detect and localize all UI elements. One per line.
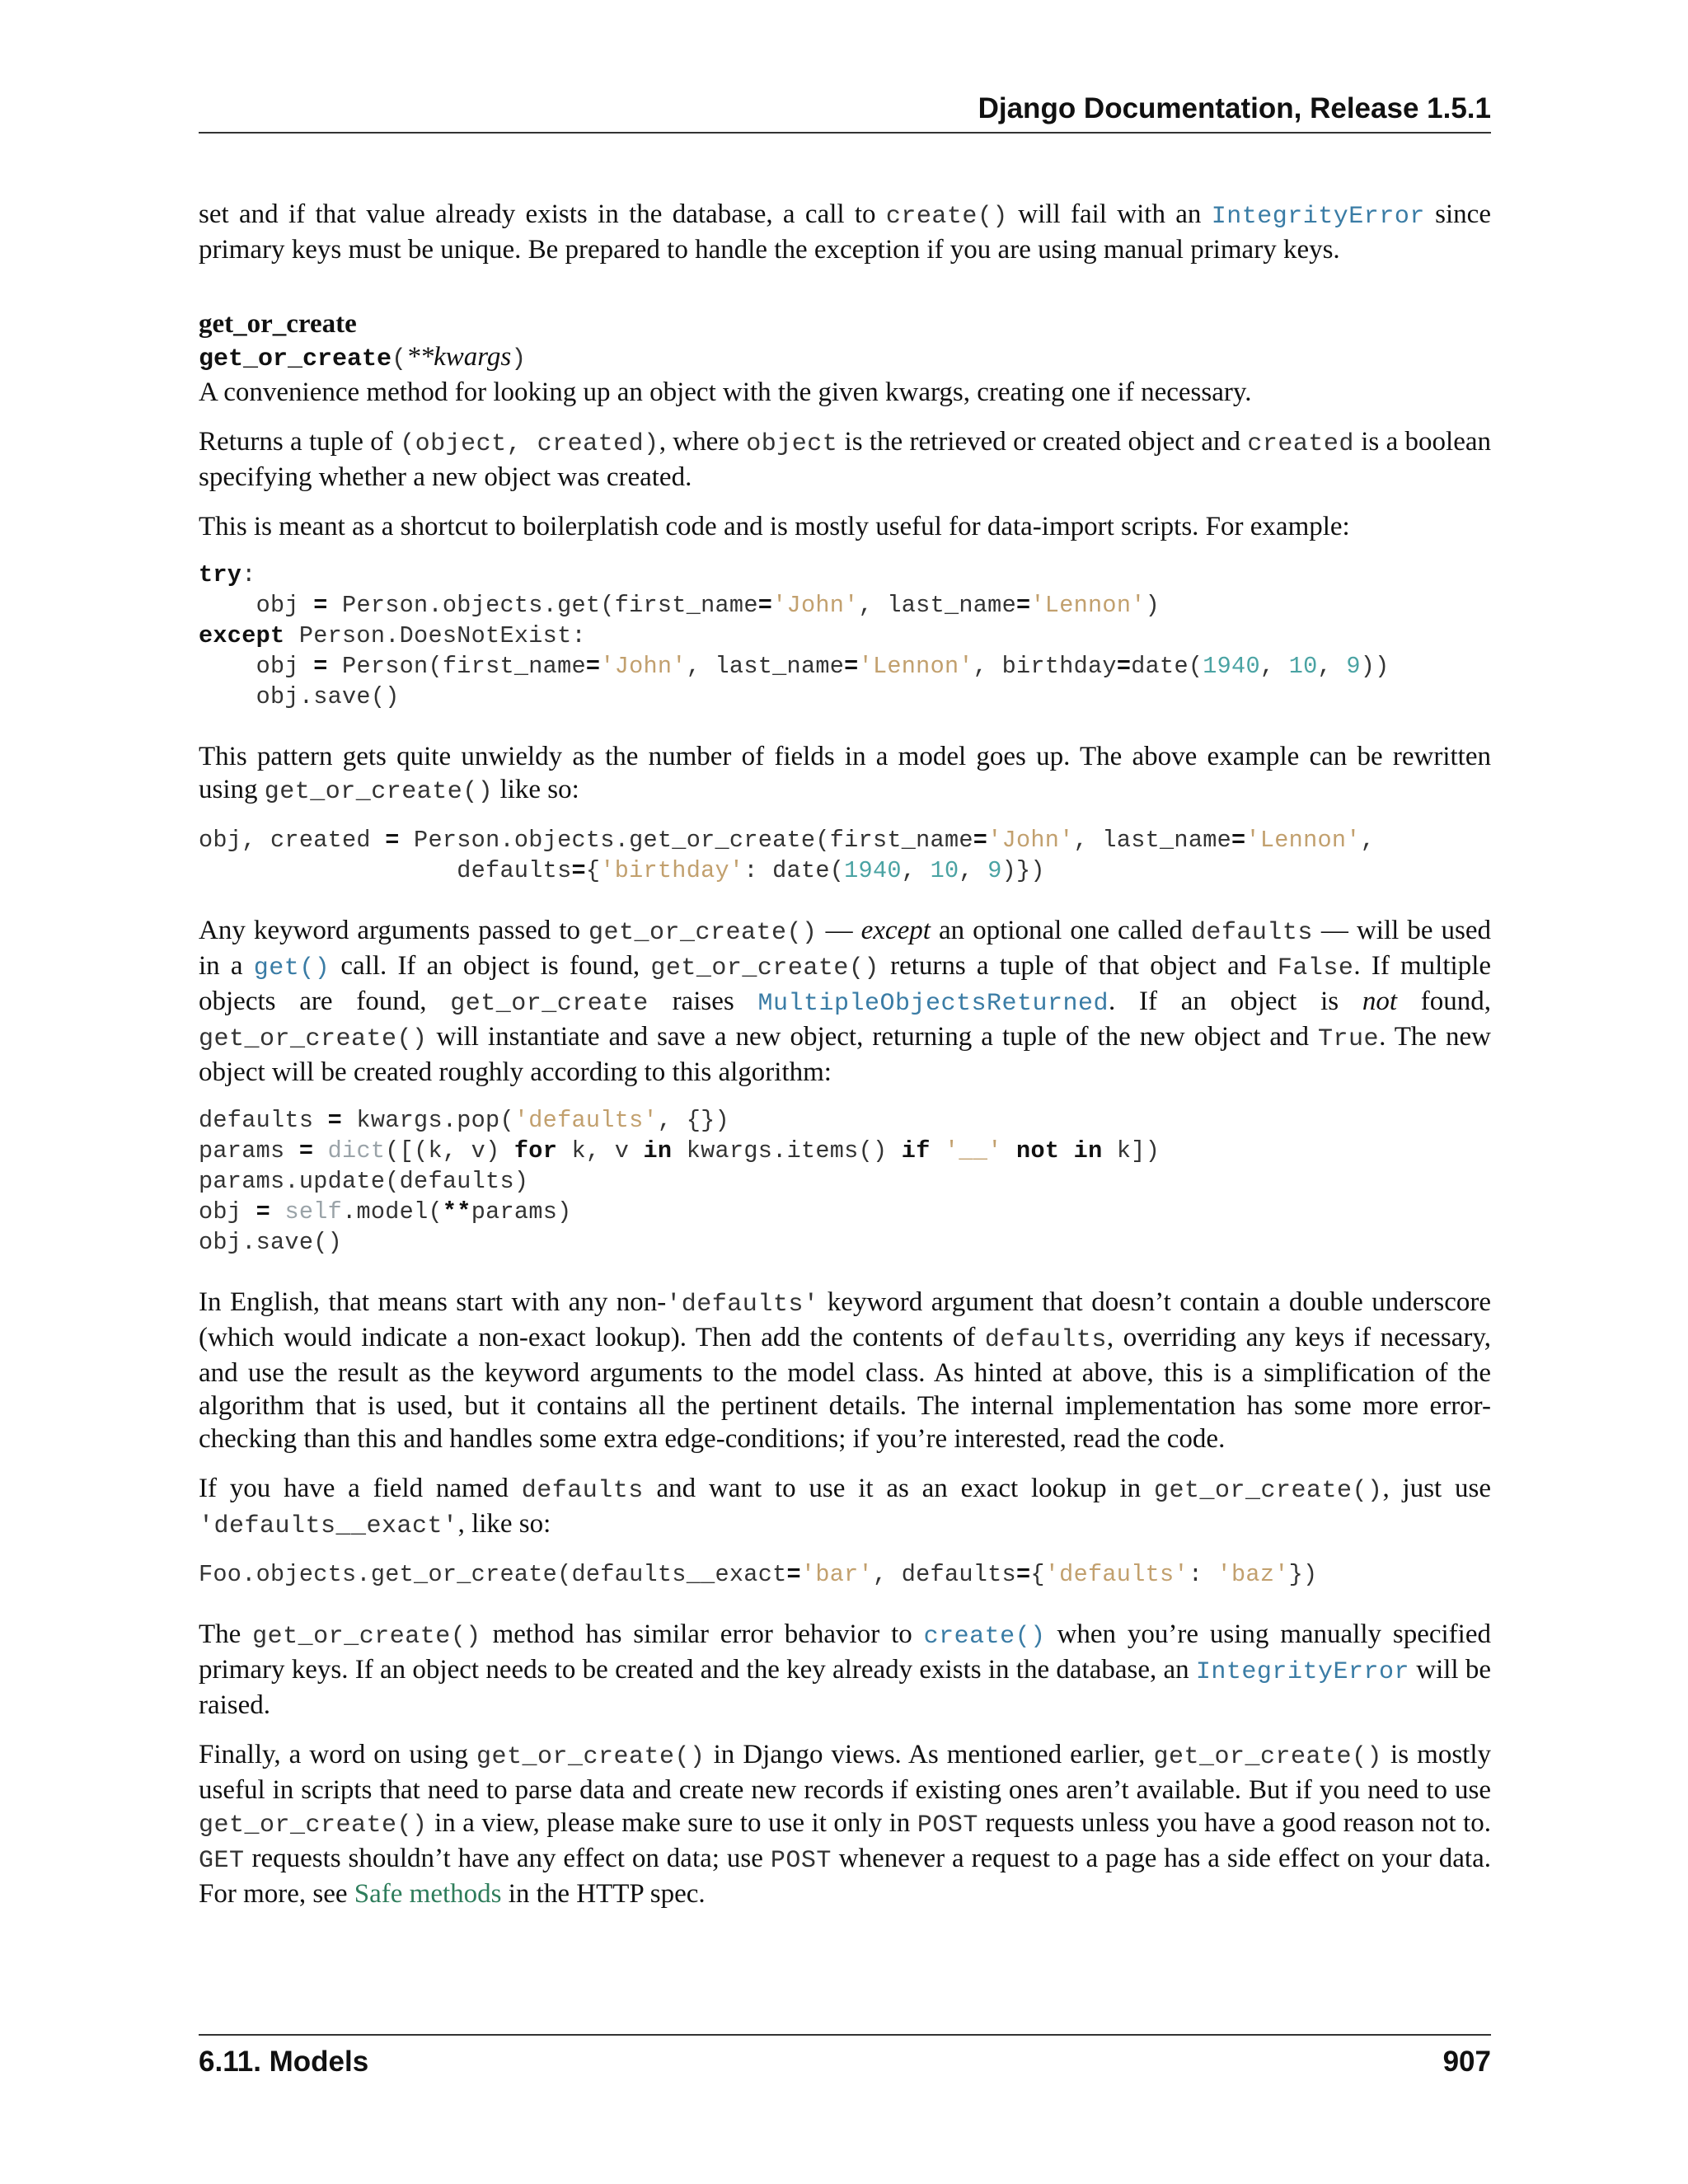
- code-token: defaults: [199, 1107, 328, 1134]
- code-token: :: [241, 561, 256, 588]
- code-token: params): [471, 1198, 572, 1226]
- text: Returns a tuple of: [199, 427, 401, 457]
- text: returns a tuple of that object and: [879, 951, 1278, 981]
- text: . If an object is: [1109, 987, 1362, 1016]
- code-token: , {}): [657, 1107, 729, 1134]
- text: Finally, a word on using: [199, 1740, 476, 1769]
- code-token: 'John': [600, 653, 687, 680]
- text: keyword argument that doesn’t contain a double underscore (which would indicate a non-exact lookup). Then add the contents of: [199, 1287, 1491, 1352]
- page-body: [199, 198, 1491, 1927]
- code-token: 1940: [1203, 653, 1260, 680]
- code-token: )}): [1001, 857, 1045, 884]
- method-signature: [199, 340, 1491, 376]
- text: —: [817, 916, 861, 945]
- text: will fail with an: [1007, 199, 1212, 229]
- code-block: [199, 1559, 1491, 1590]
- code-token: =: [313, 653, 328, 680]
- code-token: in: [643, 1137, 673, 1165]
- code-token: =: [786, 1561, 801, 1588]
- code-token: )): [1360, 653, 1390, 680]
- code-token: dict: [327, 1137, 386, 1165]
- code-token: if: [901, 1137, 931, 1165]
- code-token: [1059, 1137, 1073, 1165]
- integrityerror-link[interactable]: IntegrityError: [1211, 203, 1425, 231]
- inline-code: GET: [199, 1847, 245, 1875]
- intro-paragraph: [199, 198, 1491, 266]
- code-token: {: [585, 857, 601, 884]
- inline-code: defaults: [1190, 919, 1313, 947]
- finally-paragraph: [199, 1738, 1491, 1910]
- code-token: for: [513, 1137, 558, 1165]
- code-token: [931, 1137, 945, 1165]
- text: is mostly useful in scripts that need to parse data and create new records if existing ones aren’t available. But if you need to use: [199, 1740, 1491, 1805]
- returns-paragraph: [199, 425, 1491, 494]
- inline-code: True: [1318, 1025, 1380, 1053]
- code-token: ,: [959, 857, 988, 884]
- code-token: =: [1231, 827, 1246, 854]
- inline-code: get_or_create(): [476, 1743, 706, 1771]
- text: in Django views. As mentioned earlier,: [705, 1740, 1154, 1769]
- code-token: =: [256, 1198, 271, 1226]
- code-token: '__': [945, 1137, 1002, 1165]
- text: The: [199, 1619, 253, 1649]
- text: is the retrieved or created object and: [837, 427, 1248, 457]
- page-footer: [199, 2034, 1491, 2078]
- code-token: Person.DoesNotExist:: [284, 622, 586, 649]
- create-link[interactable]: create(): [923, 1623, 1046, 1651]
- text: Any keyword arguments passed to: [199, 916, 589, 945]
- code-token: in: [1073, 1137, 1103, 1165]
- code-token: Person.objects.get_or_create(first_name: [399, 827, 973, 854]
- text: , where: [659, 427, 747, 457]
- code-token: Person.objects.get(first_name: [327, 592, 758, 619]
- code-block: [199, 825, 1491, 886]
- code-token: .model(: [342, 1198, 443, 1226]
- text: will instantiate and save a new object, returning a tuple of the new object and: [427, 1022, 1319, 1052]
- code-token: date(: [1131, 653, 1203, 680]
- text: since primary keys must be unique. Be prepared to handle the exception if you are using manual primary keys.: [199, 199, 1491, 265]
- inline-code: get_or_create(): [650, 954, 879, 982]
- code-token: params: [199, 1137, 299, 1165]
- code-token: try: [199, 561, 242, 588]
- text: an optional one called: [930, 916, 1191, 945]
- code-token: 'Lennon': [858, 653, 973, 680]
- code-token: 1940: [844, 857, 902, 884]
- text: , like so:: [457, 1509, 551, 1539]
- code-token: k, v: [557, 1137, 644, 1165]
- text: , just use: [1382, 1474, 1492, 1503]
- inline-code: create(): [885, 203, 1008, 231]
- code-token: ): [1145, 592, 1160, 619]
- code-token: k]): [1102, 1137, 1160, 1165]
- running-title: Django Documentation, Release 1.5.1: [978, 92, 1491, 124]
- integrityerror-link[interactable]: IntegrityError: [1195, 1658, 1409, 1686]
- inline-code: 'defaults': [666, 1291, 819, 1319]
- code-token: =: [313, 592, 328, 619]
- inline-code: created: [1247, 430, 1354, 458]
- section-title: get_or_create: [199, 309, 357, 339]
- inline-code: POST: [917, 1811, 978, 1840]
- code-token: , defaults: [872, 1561, 1016, 1588]
- code-token: =: [1016, 592, 1031, 619]
- code-token: obj: [199, 653, 314, 680]
- english-paragraph: [199, 1286, 1491, 1455]
- code-token: , last_name: [858, 592, 1016, 619]
- code-token: 'baz': [1217, 1561, 1289, 1588]
- code-token: obj.save(): [199, 683, 400, 710]
- text: — will be used in a: [199, 916, 1491, 981]
- safe-methods-link[interactable]: Safe methods: [354, 1879, 502, 1909]
- code-token: 'defaults': [513, 1107, 658, 1134]
- document-page: [199, 0, 1491, 2184]
- text: . The new object will be created roughly according to this algorithm:: [199, 1022, 1492, 1087]
- code-token: :: [1188, 1561, 1217, 1588]
- method-name: get_or_create: [199, 345, 392, 373]
- inline-code: (object, created): [400, 430, 659, 458]
- code-token: =: [298, 1137, 314, 1165]
- text: in a view, please make sure to use it only in: [427, 1808, 917, 1838]
- code-token: , last_name: [1073, 827, 1232, 854]
- code-token: obj.save(): [199, 1229, 343, 1256]
- inline-code: get_or_create(): [588, 919, 818, 947]
- code-token: =: [327, 1107, 343, 1134]
- text: requests shouldn’t have any effect on data; use: [244, 1844, 771, 1873]
- running-header: [199, 89, 1491, 134]
- code-token: except: [199, 622, 285, 649]
- code-token: ,: [1259, 653, 1289, 680]
- text: . If multiple objects are found,: [199, 951, 1492, 1016]
- text: in the HTTP spec.: [501, 1879, 706, 1909]
- code-token: obj, created: [199, 827, 386, 854]
- code-token: ,: [901, 857, 931, 884]
- code-token: =: [973, 827, 988, 854]
- code-token: 10: [930, 857, 959, 884]
- signature-paren: (: [392, 345, 407, 373]
- inline-code: defaults: [984, 1326, 1107, 1354]
- code-token: =: [844, 653, 859, 680]
- code-token: {: [1030, 1561, 1045, 1588]
- inline-code: object: [746, 430, 838, 458]
- inline-code: POST: [770, 1847, 832, 1875]
- code-token: 'John': [772, 592, 859, 619]
- code-token: =: [571, 857, 586, 884]
- code-token: =: [1015, 1561, 1031, 1588]
- code-token: : date(: [743, 857, 845, 884]
- text: If you have a field named: [199, 1474, 522, 1503]
- code-token: 'John': [987, 827, 1074, 854]
- shortcut-paragraph: This is meant as a shortcut to boilerplatish code and is mostly useful for data-import scripts. For example:: [199, 512, 1350, 541]
- text: like so:: [493, 775, 579, 804]
- code-token: 9: [987, 857, 1002, 884]
- inline-code: get_or_create(): [199, 1811, 428, 1840]
- text: requests unless you have a good reason not to.: [978, 1808, 1491, 1838]
- code-token: =: [385, 827, 400, 854]
- code-token: =: [585, 653, 601, 680]
- code-token: kwargs.pop(: [342, 1107, 514, 1134]
- code-token: Person(first_name: [327, 653, 586, 680]
- code-token: 'birthday': [600, 857, 744, 884]
- text: found,: [1397, 987, 1492, 1016]
- code-token: 9: [1346, 653, 1361, 680]
- code-token: 'Lennon': [1245, 827, 1361, 854]
- code-token: =: [1116, 653, 1132, 680]
- code-block: [199, 1105, 1491, 1258]
- code-token: obj: [199, 592, 314, 619]
- code-token: , last_name: [686, 653, 845, 680]
- code-token: ,: [1317, 653, 1347, 680]
- emphasis: except: [860, 916, 931, 945]
- inline-code: get_or_create: [450, 990, 649, 1018]
- code-token: 10: [1288, 653, 1318, 680]
- inline-code: False: [1277, 954, 1354, 982]
- page-number: 907: [1442, 2046, 1491, 2078]
- code-token: =: [757, 592, 773, 619]
- method-summary: A convenience method for looking up an object with the given kwargs, creating one if necessary.: [199, 377, 1252, 407]
- code-token: not: [1016, 1137, 1060, 1165]
- text: , overriding any keys if necessary, and use the result as the keyword arguments to the model class. As hinted at above, this is a simplification of the algorithm that is used, but it contains all the pertinent details. The internal implementation has some more error-checking than this and handles some extra edge-conditions; if you’re interested, read the code.: [199, 1323, 1492, 1454]
- code-token: defaults: [199, 857, 572, 884]
- code-token: [1002, 1137, 1016, 1165]
- code-token: **: [442, 1198, 471, 1226]
- emphasis: not: [1362, 987, 1398, 1016]
- inline-code: defaults: [521, 1477, 644, 1505]
- code-token: 'bar': [800, 1561, 873, 1588]
- inline-code: get_or_create(): [199, 1025, 428, 1053]
- code-token: Foo.objects.get_or_create(defaults__exact: [199, 1561, 787, 1588]
- error-paragraph: [199, 1618, 1491, 1722]
- text: and want to use it as an exact lookup in: [643, 1474, 1154, 1503]
- inline-code: get_or_create(): [1153, 1477, 1383, 1505]
- text: This pattern gets quite unwieldy as the number of fields in a model goes up. The above example can be rewritten using: [199, 742, 1491, 804]
- code-token: , birthday: [973, 653, 1117, 680]
- code-token: 'Lennon': [1030, 592, 1146, 619]
- text: will be raised.: [199, 1655, 1491, 1720]
- text: whenever a request to a page has a side effect on your data. For more, see: [199, 1844, 1491, 1909]
- unwieldy-paragraph: [199, 740, 1491, 808]
- inline-code: get_or_create(): [252, 1623, 481, 1651]
- code-block: [199, 560, 1491, 712]
- code-token: obj: [199, 1198, 256, 1226]
- text: method has similar error behavior to: [481, 1619, 924, 1649]
- code-token: kwargs.items(): [672, 1137, 902, 1165]
- signature-paren: ): [511, 345, 527, 373]
- text: call. If an object is found,: [330, 951, 651, 981]
- inline-code: 'defaults__exact': [199, 1512, 458, 1540]
- text: set and if that value already exists in the database, a call to: [199, 199, 886, 229]
- keyword-args-paragraph: [199, 914, 1491, 1089]
- field-paragraph: [199, 1472, 1491, 1543]
- text: raises: [648, 987, 758, 1016]
- text: is a boolean specifying whether a new object was created.: [199, 427, 1491, 492]
- code-token: self: [284, 1198, 343, 1226]
- code-token: ,: [1360, 827, 1376, 854]
- signature-args: **kwargs: [406, 342, 512, 372]
- code-token: }): [1288, 1561, 1318, 1588]
- code-token: [270, 1198, 284, 1226]
- multipleobjectsreturned-link[interactable]: MultipleObjectsReturned: [757, 990, 1109, 1018]
- inline-code: get_or_create(): [1153, 1743, 1382, 1771]
- inline-code: get_or_create(): [264, 778, 494, 806]
- code-token: ([(k, v): [385, 1137, 514, 1165]
- text: In English, that means start with any non-: [199, 1287, 667, 1317]
- code-token: params.update(defaults): [199, 1168, 529, 1195]
- code-token: [313, 1137, 327, 1165]
- footer-section: 6.11. Models: [199, 2046, 369, 2078]
- get-link[interactable]: get(): [253, 954, 331, 982]
- text: when you’re using manually specified primary keys. If an object needs to be created and the key already exists in the database, an: [199, 1619, 1491, 1685]
- code-token: 'defaults': [1044, 1561, 1189, 1588]
